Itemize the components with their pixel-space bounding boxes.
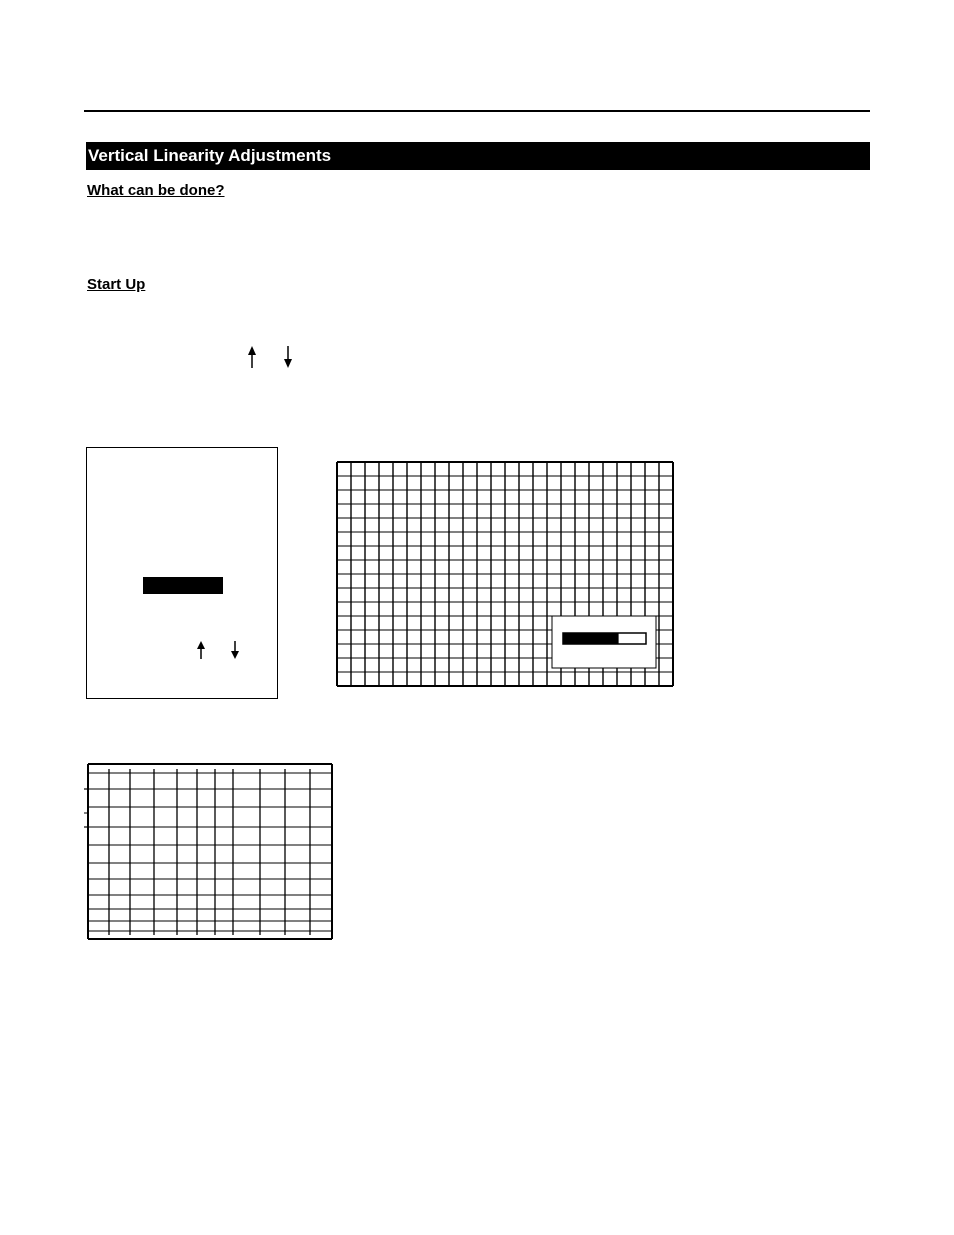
subheading-start-up: Start Up	[87, 276, 146, 293]
up-arrow-icon	[246, 346, 258, 368]
adjust-slider-box	[552, 616, 656, 668]
down-arrow-icon	[229, 641, 241, 659]
subheading-what-can-be-done: What can be done?	[87, 182, 225, 199]
slider-fill	[563, 633, 619, 644]
top-rule	[84, 110, 870, 112]
menu-selected-item	[143, 577, 223, 594]
up-arrow-icon	[195, 641, 207, 659]
vertical-linearity-grid	[84, 763, 334, 941]
down-arrow-icon	[282, 346, 294, 368]
menu-panel	[86, 447, 278, 699]
section-title: Vertical Linearity Adjustments	[86, 142, 870, 170]
